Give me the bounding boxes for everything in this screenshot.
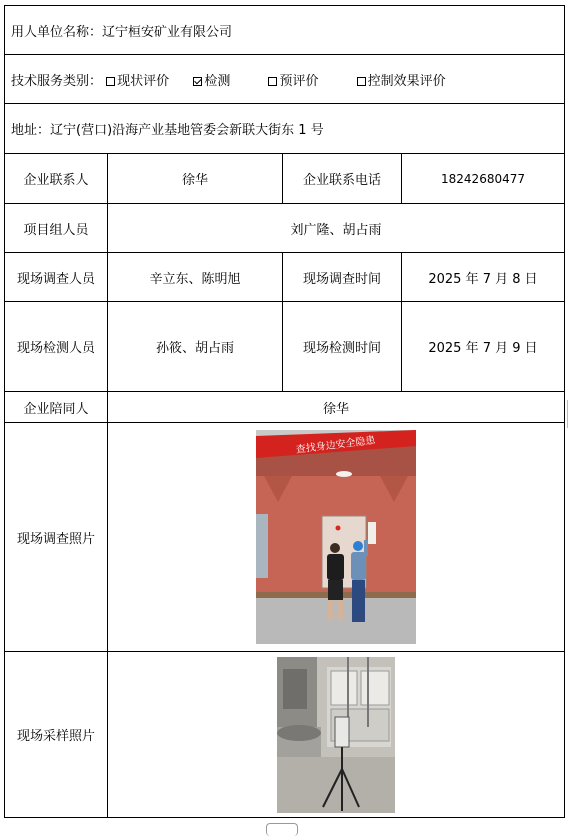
checkbox-testing-checked[interactable] <box>193 77 202 86</box>
checkbox-status-evaluation[interactable] <box>106 77 115 86</box>
banner-text: 查找身边安全隐患 <box>295 435 377 456</box>
survey-photo-cell <box>108 423 565 652</box>
employer-label: 用人单位名称： <box>11 24 103 40</box>
survey-photo <box>256 430 416 644</box>
survey-staff-value: 辛立东、陈明旭 <box>108 253 283 302</box>
sampling-photo-label: 现场采样照片 <box>5 652 108 818</box>
service-type-label: 技术服务类别： <box>11 73 103 89</box>
option-pre-evaluation[interactable]: 预评价 <box>268 74 318 89</box>
team-value: 刘广隆、胡占雨 <box>108 204 565 253</box>
employer-value: 辽宁桓安矿业有限公司 <box>102 24 233 40</box>
testing-time-label: 现场检测时间 <box>283 302 402 392</box>
option-control-effect-evaluation[interactable]: 控制效果评价 <box>357 74 446 89</box>
checkbox-control-effect-evaluation[interactable] <box>357 77 366 86</box>
checkbox-pre-evaluation[interactable] <box>268 77 277 86</box>
option-testing[interactable]: 检测 <box>193 74 230 89</box>
survey-photo-label: 现场调查照片 <box>5 423 108 652</box>
phone-label: 企业联系电话 <box>283 154 402 204</box>
testing-time-value: 2025 年 7 月 9 日 <box>402 302 565 392</box>
service-record-form <box>4 5 565 818</box>
survey-time-label: 现场调查时间 <box>283 253 402 302</box>
address-row <box>5 104 565 154</box>
testing-staff-label: 现场检测人员 <box>5 302 108 392</box>
escort-value: 徐华 <box>108 392 565 423</box>
sampling-photo-cell <box>108 652 565 818</box>
option-status-evaluation[interactable]: 现状评价 <box>106 74 169 89</box>
page-edge-marker <box>567 400 572 428</box>
address-label: 地址： <box>11 123 51 138</box>
contact-value: 徐华 <box>108 154 283 204</box>
address-value: 辽宁(营口)沿海产业基地管委会新联大街东 1 号 <box>50 123 324 138</box>
service-type-row <box>5 55 565 104</box>
survey-time-value: 2025 年 7 月 8 日 <box>402 253 565 302</box>
testing-staff-value: 孙筱、胡占雨 <box>108 302 283 392</box>
contact-label: 企业联系人 <box>5 154 108 204</box>
employer-row <box>5 6 565 55</box>
survey-staff-label: 现场调查人员 <box>5 253 108 302</box>
escort-label: 企业陪同人 <box>5 392 108 423</box>
sampling-photo <box>277 657 395 813</box>
phone-value: 18242680477 <box>402 154 565 204</box>
team-label: 项目组人员 <box>5 204 108 253</box>
